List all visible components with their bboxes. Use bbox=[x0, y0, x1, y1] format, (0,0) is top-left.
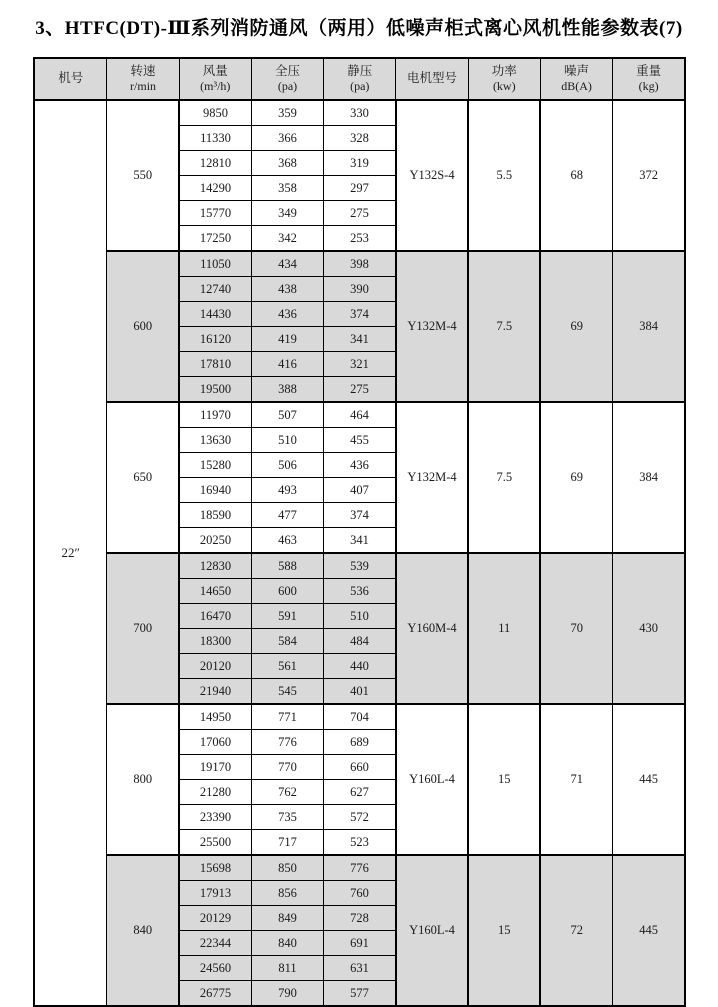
power-cell: 11 bbox=[468, 553, 540, 704]
noise-cell: 72 bbox=[540, 855, 612, 1006]
static-pressure-cell: 374 bbox=[324, 503, 396, 528]
motor-model-cell: Y132M-4 bbox=[396, 251, 468, 402]
weight-cell: 372 bbox=[613, 100, 685, 251]
total-pressure-cell: 388 bbox=[251, 377, 323, 403]
header-cell-2 bbox=[179, 58, 251, 100]
motor-model-cell: Y160M-4 bbox=[396, 553, 468, 704]
flow-volume-cell: 19500 bbox=[179, 377, 251, 403]
total-pressure-cell: 366 bbox=[251, 126, 323, 151]
header-cell-3 bbox=[251, 58, 323, 100]
total-pressure-cell: 463 bbox=[251, 528, 323, 554]
motor-model-cell: Y160L-4 bbox=[396, 704, 468, 855]
static-pressure-cell: 401 bbox=[324, 679, 396, 705]
header-cell-1 bbox=[107, 58, 179, 100]
flow-volume-cell: 21940 bbox=[179, 679, 251, 705]
rpm-cell: 600 bbox=[107, 251, 179, 402]
static-pressure-cell: 539 bbox=[324, 553, 396, 579]
static-pressure-cell: 464 bbox=[324, 402, 396, 428]
static-pressure-cell: 297 bbox=[324, 176, 396, 201]
flow-volume-cell: 20129 bbox=[179, 906, 251, 931]
table-row bbox=[34, 855, 685, 881]
table-row bbox=[34, 704, 685, 730]
flow-volume-cell: 25500 bbox=[179, 830, 251, 856]
flow-volume-cell: 19170 bbox=[179, 755, 251, 780]
static-pressure-cell: 627 bbox=[324, 780, 396, 805]
static-pressure-cell: 341 bbox=[324, 327, 396, 352]
header-unit-label: r/min bbox=[130, 79, 157, 94]
flow-volume-cell: 15280 bbox=[179, 453, 251, 478]
flow-volume-cell: 18590 bbox=[179, 503, 251, 528]
total-pressure-cell: 856 bbox=[251, 881, 323, 906]
table-header-row bbox=[34, 58, 685, 100]
static-pressure-cell: 728 bbox=[324, 906, 396, 931]
header-label: 风量 bbox=[202, 63, 228, 78]
total-pressure-cell: 349 bbox=[251, 201, 323, 226]
total-pressure-cell: 840 bbox=[251, 931, 323, 956]
header-label: 静压 bbox=[347, 63, 373, 78]
header-label: 噪声 bbox=[564, 63, 590, 78]
header-label: 机号 bbox=[58, 71, 84, 86]
flow-volume-cell: 15698 bbox=[179, 855, 251, 881]
total-pressure-cell: 368 bbox=[251, 151, 323, 176]
flow-volume-cell: 24560 bbox=[179, 956, 251, 981]
flow-volume-cell: 11330 bbox=[179, 126, 251, 151]
power-cell: 7.5 bbox=[468, 251, 540, 402]
header-cell-0 bbox=[34, 58, 107, 100]
header-unit-label: (kg) bbox=[638, 79, 659, 94]
total-pressure-cell: 434 bbox=[251, 251, 323, 277]
total-pressure-cell: 477 bbox=[251, 503, 323, 528]
static-pressure-cell: 631 bbox=[324, 956, 396, 981]
weight-cell: 384 bbox=[613, 251, 685, 402]
total-pressure-cell: 717 bbox=[251, 830, 323, 856]
static-pressure-cell: 689 bbox=[324, 730, 396, 755]
motor-model-cell: Y132M-4 bbox=[396, 402, 468, 553]
total-pressure-cell: 776 bbox=[251, 730, 323, 755]
static-pressure-cell: 398 bbox=[324, 251, 396, 277]
static-pressure-cell: 536 bbox=[324, 579, 396, 604]
weight-cell: 430 bbox=[613, 553, 685, 704]
total-pressure-cell: 416 bbox=[251, 352, 323, 377]
total-pressure-cell: 771 bbox=[251, 704, 323, 730]
static-pressure-cell: 510 bbox=[324, 604, 396, 629]
header-cell-5 bbox=[396, 58, 468, 100]
header-unit-label: (pa) bbox=[350, 79, 370, 94]
flow-volume-cell: 17250 bbox=[179, 226, 251, 252]
header-unit-label: (pa) bbox=[277, 79, 298, 94]
flow-volume-cell: 14430 bbox=[179, 302, 251, 327]
total-pressure-cell: 359 bbox=[251, 100, 323, 126]
noise-cell: 69 bbox=[540, 402, 612, 553]
static-pressure-cell: 436 bbox=[324, 453, 396, 478]
total-pressure-cell: 762 bbox=[251, 780, 323, 805]
static-pressure-cell: 440 bbox=[324, 654, 396, 679]
total-pressure-cell: 506 bbox=[251, 453, 323, 478]
flow-volume-cell: 15770 bbox=[179, 201, 251, 226]
header-label: 电机型号 bbox=[407, 71, 458, 86]
noise-cell: 69 bbox=[540, 251, 612, 402]
static-pressure-cell: 328 bbox=[324, 126, 396, 151]
flow-volume-cell: 16940 bbox=[179, 478, 251, 503]
static-pressure-cell: 577 bbox=[324, 981, 396, 1007]
rpm-cell: 840 bbox=[107, 855, 179, 1006]
flow-volume-cell: 20250 bbox=[179, 528, 251, 554]
header-unit-label: (m³/h) bbox=[200, 79, 231, 94]
table-row bbox=[34, 402, 685, 428]
static-pressure-cell: 407 bbox=[324, 478, 396, 503]
noise-cell: 71 bbox=[540, 704, 612, 855]
flow-volume-cell: 12740 bbox=[179, 277, 251, 302]
flow-volume-cell: 13630 bbox=[179, 428, 251, 453]
static-pressure-cell: 691 bbox=[324, 931, 396, 956]
total-pressure-cell: 436 bbox=[251, 302, 323, 327]
total-pressure-cell: 342 bbox=[251, 226, 323, 252]
total-pressure-cell: 493 bbox=[251, 478, 323, 503]
flow-volume-cell: 17810 bbox=[179, 352, 251, 377]
header-cell-4 bbox=[324, 58, 396, 100]
noise-cell: 70 bbox=[540, 553, 612, 704]
header-label: 全压 bbox=[275, 63, 301, 78]
total-pressure-cell: 507 bbox=[251, 402, 323, 428]
static-pressure-cell: 776 bbox=[324, 855, 396, 881]
power-cell: 5.5 bbox=[468, 100, 540, 251]
static-pressure-cell: 760 bbox=[324, 881, 396, 906]
total-pressure-cell: 358 bbox=[251, 176, 323, 201]
total-pressure-cell: 770 bbox=[251, 755, 323, 780]
flow-volume-cell: 14290 bbox=[179, 176, 251, 201]
total-pressure-cell: 588 bbox=[251, 553, 323, 579]
machine-no-cell: 22″ bbox=[34, 100, 107, 1006]
flow-volume-cell: 14650 bbox=[179, 579, 251, 604]
static-pressure-cell: 572 bbox=[324, 805, 396, 830]
table-row bbox=[34, 100, 685, 126]
header-unit-label: (kw) bbox=[492, 79, 516, 94]
weight-cell: 384 bbox=[613, 402, 685, 553]
flow-volume-cell: 22344 bbox=[179, 931, 251, 956]
flow-volume-cell: 16120 bbox=[179, 327, 251, 352]
rpm-cell: 700 bbox=[107, 553, 179, 704]
table-row bbox=[34, 251, 685, 277]
flow-volume-cell: 20120 bbox=[179, 654, 251, 679]
static-pressure-cell: 390 bbox=[324, 277, 396, 302]
flow-volume-cell: 21280 bbox=[179, 780, 251, 805]
flow-volume-cell: 14950 bbox=[179, 704, 251, 730]
flow-volume-cell: 9850 bbox=[179, 100, 251, 126]
header-cell-6 bbox=[468, 58, 540, 100]
motor-model-cell: Y160L-4 bbox=[396, 855, 468, 1006]
page-title: 3、HTFC(DT)-Ⅲ系列消防通风（两用）低噪声柜式离心风机性能参数表(7) bbox=[35, 18, 683, 39]
header-label: 重量 bbox=[636, 63, 662, 78]
flow-volume-cell: 11050 bbox=[179, 251, 251, 277]
rpm-cell: 800 bbox=[107, 704, 179, 855]
static-pressure-cell: 455 bbox=[324, 428, 396, 453]
weight-cell: 445 bbox=[613, 704, 685, 855]
header-unit-label: dB(A) bbox=[561, 79, 592, 94]
static-pressure-cell: 330 bbox=[324, 100, 396, 126]
flow-volume-cell: 23390 bbox=[179, 805, 251, 830]
static-pressure-cell: 321 bbox=[324, 352, 396, 377]
total-pressure-cell: 419 bbox=[251, 327, 323, 352]
static-pressure-cell: 341 bbox=[324, 528, 396, 554]
flow-volume-cell: 12830 bbox=[179, 553, 251, 579]
total-pressure-cell: 811 bbox=[251, 956, 323, 981]
header-label: 功率 bbox=[491, 63, 517, 78]
total-pressure-cell: 600 bbox=[251, 579, 323, 604]
power-cell: 15 bbox=[468, 855, 540, 1006]
total-pressure-cell: 591 bbox=[251, 604, 323, 629]
flow-volume-cell: 17060 bbox=[179, 730, 251, 755]
rpm-cell: 650 bbox=[107, 402, 179, 553]
flow-volume-cell: 17913 bbox=[179, 881, 251, 906]
rpm-cell: 550 bbox=[107, 100, 179, 251]
static-pressure-cell: 704 bbox=[324, 704, 396, 730]
header-cell-8 bbox=[613, 58, 685, 100]
static-pressure-cell: 374 bbox=[324, 302, 396, 327]
flow-volume-cell: 11970 bbox=[179, 402, 251, 428]
fan-performance-table bbox=[33, 57, 686, 1007]
total-pressure-cell: 790 bbox=[251, 981, 323, 1007]
total-pressure-cell: 545 bbox=[251, 679, 323, 705]
noise-cell: 68 bbox=[540, 100, 612, 251]
total-pressure-cell: 584 bbox=[251, 629, 323, 654]
flow-volume-cell: 12810 bbox=[179, 151, 251, 176]
total-pressure-cell: 735 bbox=[251, 805, 323, 830]
flow-volume-cell: 16470 bbox=[179, 604, 251, 629]
table-body bbox=[34, 100, 685, 1006]
static-pressure-cell: 660 bbox=[324, 755, 396, 780]
static-pressure-cell: 319 bbox=[324, 151, 396, 176]
power-cell: 7.5 bbox=[468, 402, 540, 553]
total-pressure-cell: 849 bbox=[251, 906, 323, 931]
header-cell-7 bbox=[540, 58, 612, 100]
static-pressure-cell: 275 bbox=[324, 201, 396, 226]
flow-volume-cell: 26775 bbox=[179, 981, 251, 1007]
static-pressure-cell: 253 bbox=[324, 226, 396, 252]
total-pressure-cell: 850 bbox=[251, 855, 323, 881]
total-pressure-cell: 510 bbox=[251, 428, 323, 453]
total-pressure-cell: 438 bbox=[251, 277, 323, 302]
flow-volume-cell: 18300 bbox=[179, 629, 251, 654]
weight-cell: 445 bbox=[613, 855, 685, 1006]
header-label: 转速 bbox=[130, 63, 156, 78]
static-pressure-cell: 484 bbox=[324, 629, 396, 654]
total-pressure-cell: 561 bbox=[251, 654, 323, 679]
static-pressure-cell: 523 bbox=[324, 830, 396, 856]
static-pressure-cell: 275 bbox=[324, 377, 396, 403]
motor-model-cell: Y132S-4 bbox=[396, 100, 468, 251]
table-row bbox=[34, 553, 685, 579]
power-cell: 15 bbox=[468, 704, 540, 855]
